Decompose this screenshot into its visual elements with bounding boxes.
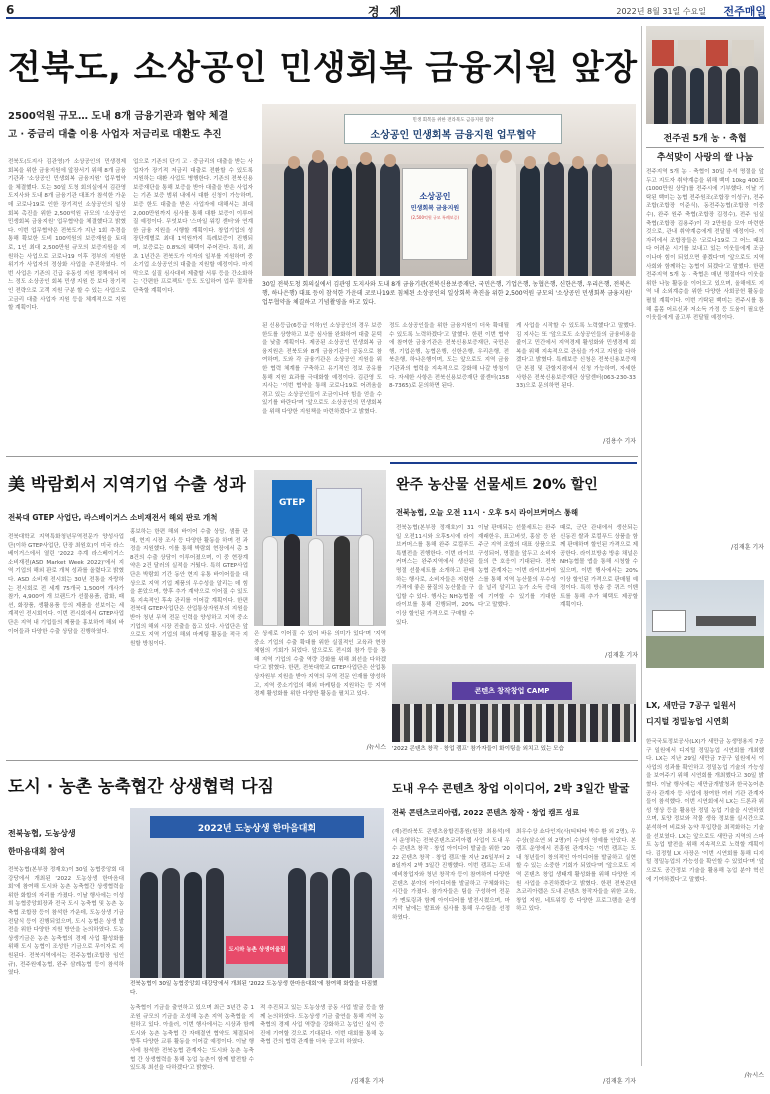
page-number: 6 [6,3,15,17]
article4-column-2: 농축협이 기금을 출연하고 있으며 최근 3년간 총 1조원 규모의 기금을 조성해 농촌 지역 농축협을 지원하고 있다. 아울러, 이번 행사에서는 시상과 함께 도시와 농촌 농축협 간 자매결연 협약도 체결되어 향후 다양한 교류 활동을 이어갈 예정이다. 이날 행사에 참석한 전북농협 관계자는 '도시와 농촌 농축협 간 상생협력을 통해 농업 농촌이 함께 발전할 수 있도록 최선을 다하겠다'고 밝혔다. [130,1005,254,1072]
section-title: 경 제 [367,5,405,19]
sidebar1-subtitle: 추석맞이 사랑의 쌀 나눔 [656,153,754,163]
sidebar2-subheadline: 디지털 정밀농업 시연회 [646,717,729,726]
sidebar2-byline: /뉴시스 [744,1072,764,1079]
article1-photo [262,104,636,276]
sidebar2-body: 한국국토정보공사(LX)가 새만금 농생명용지 7공구 일원에서 디지털 정밀농업 시연회를 개최했다. LX는 지난 29일 새만금 7공구 일원에서 이 사업의 성과를 확인하고 정밀농업 기술의 가능성을 보여주기 위해 시연회를 개최했다고 30일 밝혔다. 이날 행사에는 새만금개발청과 한국농어촌공사 관계자 등 사업에 참여한 여러 기관 관계자들이 참석했다. 이번 시연회에서 LX는 드론과 위성 영상 등을 활용한 정밀 농업 기술을 시연하였으며, 토양 정보와 작물 생육 정보를 실시간으로 분석하여 비료와 농약 투입량을 최적화하는 기술을 선보였다. LX는 앞으로도 새만금 지역의 스마트 농업 발전을 위해 지속적으로 노력할 계획이다. 김정렬 LX 사장은 '이번 시연회를 통해 디지털 정밀농업의 가능성을 확인할 수 있었다'며 '앞으로도 공간정보 기술을 활용해 농업 분야 혁신에 기여하겠다'고 말했다. [646,739,764,883]
section-divider-2 [6,760,638,761]
article4-subheadline-2: 한마음대회 참여 [8,847,65,856]
article2-headline: 美 박람회서 지역기업 수출 성과 [8,475,246,495]
article3-byline: /김재훈 기자 [605,652,638,659]
agreement-banner: 민생 회복을 위한 전라북도 금융지원 협약 소상공인 민생회복 금융지원 업무협약 [344,114,562,144]
article5-subheadline: 전북 콘텐츠코리아랩, 2022 콘텐츠 창작 · 창업 캠프 성료 [392,808,580,817]
sidebar1-title: 전주권 5개 농 · 축협 [646,128,764,148]
article4-column-3: 적 추진되고 있는 도농상생 공동 사업 발굴 등을 함께 논의하였다. 도농상생 기금 출연을 통해 지역 농축협의 경제 사업 역량을 강화하고 농업인 실익 증진에 기여할 것으로 기대된다. 이번 대회를 통해 농축협 간의 협력 관계를 더욱 공고히 하였다. [260,1005,384,1046]
article2-subheadline: 전북대 GTEP 사업단, 라스베이거스 소비재전서 해외 판로 개척 [8,513,218,522]
page-header [6,3,766,19]
gtep-sign: GTEP [272,480,312,536]
article4-photo [130,808,384,978]
article3-column-1: 전북농협(본부장 정재호)이 31일 오전11시와 오후5시에 라이브커머스를 통해 완주 로컬푸드 특별전을 진행한다. 이번 라이브커머스는 완주지역에서 생산된 명절 선물세트를 소개하고 판매하는 행사로, 소비자들은 저렴한 가격에 좋은 품질의 농산물을 구입할 수 있다. 행사는 NH농협몰 라이브를 통해 진행되며, 20%이상 할인된 가격으로 구매할 수 있다. [396,525,474,626]
article2-column-1: 전북대학교 지역특화청년무역전문가 양성사업단(이하 GTEP사업단, 단장 최원호)이 미국 라스베이거스에서 열린 '2022 추계 라스베이거스 소비재전(ASD Market Week 2022)'에서 지역 기업의 해외 판로 개척 성과를 올렸다고 밝혔다. ASD 소비재 전시회는 30년 전통을 자랑하는 전시회로 전 세계 75개국 1,500여 개사가 참가, 4,900여 개 브랜드가 선물용품, 잡화, 패션, 화장품, 생활용품 등의 제품을 선보이는 세계적인 전시회이다. 이번 전시회에서 GTEP사업단은 지역 내 기업들의 제품을 홍보하여 해외 바이어들과 다양한 수출 상담을 진행하였다. [8,534,124,635]
article4-photo-caption: 전북농협이 30일 농협중앙회 대강당에서 개최된 '2022 도농상생 한마음대회'에 참여해 화합을 다짐했다. [130,981,378,996]
sidebar1-photo [646,26,764,124]
article3-column-2: 이날 판매되는 선물세트는 완주 재래한우, 표고버섯, 홍삼 등 완주군 지역 조합의 대표 상품으로 구성되어, 명절을 앞두고 소비자들의 큰 호응이 기대된다. 전북농협 관계자는 '이번 라이브커머스를 통해 지역 농산물의 우수성을 널리 알리고 농가 소득 증대에 기여할 수 있기를 기대한다'고 말했다. [478,525,556,609]
article1-subheadline-1: 2500억원 규모… 도내 8개 금융기관과 협약 체결 [8,111,229,122]
article5-column-2: 최우수상 쇼다인지(사(티타타 박수 환 외 2명), 우수상(삼소연 외 2명)이 수상의 영예를 안았다. 본 캠프 운영에서 진흥원 관계자는 '이번 캠프는 도내 청년들이 창의적인 아이디어를 발굴하고 실현할 수 있는 소중한 기회가 되었다'며 '앞으로도 지역 콘텐츠 창업 생태계 활성화를 위해 다양한 지원 사업을 추진하겠다'고 밝혔다. 한편 전북콘텐츠코리아랩은 도내 콘텐츠 창작자들을 위한 교육, 창업 지원, 네트워킹 등 다양한 프로그램을 운영하고 있다. [516,829,636,913]
article2-column-3: 은 상세로 이어질 수 있어 바유 의미가 있다'며 '지역 중소 기업의 수출 확대를 위한 실질적인 교육과 현장 체험의 기회가 되었다. 앞으로도 전시회 참가 등을 통해 지역 기업의 수출 역량 강화를 위해 최선을 다하겠다'고 밝혔다. 한편, 전북대학교 GTEP사업단은 산업통상자원부 지원을 받아 지역의 무역 전문 인재를 양성하고, 지역 중소기업의 해외 마케팅을 지원하는 등 지역 경제 활성화를 위한 다양한 활동을 펼치고 있다. [254,631,386,698]
sidebar1-byline: /김재훈 기자 [731,544,764,551]
section-divider-1 [6,456,638,457]
camp-banner: 콘텐츠 창작창업 CAMP [452,682,572,700]
article1-column-2: 업으로 기존의 단기 고 · 중금리의 대출을 받는 사업자가 장기적 저금리 대출로 전환할 수 있도록 지원하는 대환 사업도 병행한다. 기존의 전북신용보증재단을 통해 보증을 받아 대출을 받은 사업자는 기존 보증 범위 내에서 대환 신청이 가능하며, 보증 한도 대출을 받은 사업자에 대해서는 최대 2,000만원까지 심사를 통해 대환 보증이 이루어질 예정이다. 무엇보다 '스마일 워킹 센터'와 연계한 금융 지원을 시행할 계획이다. 창업기업의 성장단계별로 최대 1억원까지 특례보증이 진행되며, 보증료는 0.8%의 혜택이 주어진다. 특히, 최초 1년간은 전북도가 이자의 일부를 지원하며 중소기업 소상공인의 대출을 지원할 예정이다. 마지막으로 실질 심사대비 제출할 서류 등을 간소화하는 '간편한 프로젝트' 등도 도입하여 업무 절차를 단축할 계획이다. [133,159,253,294]
article1-column-5: 게 사업을 시작할 수 있도록 노력했다'고 말했다. 김 지사는 또 '앞으로도 소상공인들의 금융비용을 줄이고 민간에서 지역경제 활성화와 민생경제 회복을 위해 지속적으로 관심을 가지고 지원을 다하겠다'고 밝혔다. 특례보증 신청은 전북신용보증재단 본점 및 관할지점에서 신청 가능하며, 자세한 사항은 전북신용보증재단 상담센터(063-230-3333)으로 문의하면 된다. [516,323,636,390]
article4-column-1: 전북농협(본부장 정재호)이 30일 농협중앙회 대강당에서 개최된 '2022 도농상생 한마음대회'에 참여해 도시와 농촌 농축협간 상생협력을 위한 화합의 자리를 가졌다. 이날 행사에는 이성희 농협중앙회장과 전국 도시 농축협 및 농촌 농축협 조합장 등이 참석한 가운데, 도농상생 기금 전달식 등이 진행되었으며, 도시 농협은 상생 발전을 위한 다양한 지원 방안을 논의하였다. 도농상생기금은 농촌 농축협의 경제 사업 활성화를 위해 도시 농협이 조성한 기금으로 무이자로 지원된다. 전북지역에서는 전주농협(조합장 임인규), 전주원예농협, 완주 삼례농협 등이 참석하였다. [8,867,124,977]
article4-subheadline-1: 전북농협, 도농상생 [8,829,76,838]
article5-column-1: (재)전라북도 콘텐츠융합진흥원(원장 최용석)에서 운영하는 전북콘텐츠코리아랩 사업이 도내 우수 콘텐츠 창작 · 창업 아이디어 발굴을 위한 '2022 콘텐츠 창작 · 창업 캠프'를 지난 26일부터 28일까지 2박 3일간 진행했다. 이번 캠프는 도내 예비창업자와 청년 창작자 등이 참여하여 다양한 콘텐츠 분야의 아이디어를 발굴하고 구체화하는 시간을 가졌다. 참가자들은 팀을 구성하여 전문가 멘토링과 함께 아이디어를 발전시켰으며, 마지막 날에는 발표와 심사를 통해 우수팀을 선정하였다. [392,829,510,921]
article5-byline: /김재훈 기자 [603,1078,636,1085]
article1-subheadline-2: 고 · 중금리 대출 이용 사업자 저금리로 대환도 추진 [8,129,222,140]
sidebar1-body: 전주지역 5개 농 · 축협이 30일 추석 명절을 앞두고 지도자 취약계층을 위해 백미 10kg 400포(1000만원 상당)를 전주시에 기부했다. 이날 기탁된 백미는 농협 전주원조(조합장 이성구), 전주 조합(조합장 이준식), 동전주농협(조합장 이중수), 완주 원주 축협(조합장 김정수), 전주 임실축협(조합장 김용주)이 각 2만원을 모아 마련한 것으로, 관내 취약계층에게 전달될 예정이다. 이 자리에서 조합장들은 '코로나19로 그 어느 때보다 어려운 시기를 보내고 있는 이웃들에게 조금이나마 힘이 되었으면 좋겠다'며 '앞으로도 지역사회와 함께하는 농협이 되겠다'고 말했다. 한편 전주지역 5개 농 · 축협은 매년 명절마다 이웃을 위한 나눔 활동을 이어오고 있으며, 올해에도 지역 내 소외계층을 위한 다양한 사회공헌 활동을 펼칠 계획이다. 이번 기탁된 백미는 전주시를 통해 홀몸 어르신과 저소득 가정 등 도움이 필요한 이웃들에게 골고루 전달될 예정이다. [646,169,764,322]
article2-photo [254,470,386,626]
article5-photo-caption: '2022 콘텐츠 창작 · 창업 캠프' 참가자들이 화이팅을 외치고 있는 모습 [392,746,564,752]
article4-byline: /김재훈 기자 [351,1078,384,1085]
article1-photo-caption: 30일 전북도청 회의실에서 김관영 도지사와 도내 8개 금융기관(전북신용보증재단, 국민은행, 기업은행, 농협은행, 신한은행, 우리은행, 전북은행, 하나은행) 대표 등이 참석한 가운데 코로나19로 침체된 소상공인의 일상회복 촉진을 위한 2,500억원 규모의 '소상공인 민생회복 금융지원' 업무협약을 체결하고 기념촬영을 하고 있다. [262,281,633,306]
article1-column-1: 전북도(도지사 김관영)가 소상공인의 민생경제 회복을 위한 금융지원에 앞장서기 위해 8개 금융기관과 '소상공인 민생회복 금융지원' 업무협약을 체결했다. 도는 30일 도청 회의실에서 김관영 도지사와 도내 8개 금융기관 대표가 참석한 가운데 코로나19로 인한 장기적인 소상공인의 일상 회복 촉진을 위한 2,500억원 규모의 '소상공인 민생회복 금융지원' 업무협약을 체결했다고 밝혔다. 이번 업무협약은 전북도가 지난 1회 추경을 통해 확보한 도비 100억원의 보증재원을 토대로, 1인 최대 2,500만원 규모의 보증지원을 지원하는 사업으로 코로나19 이후 정부의 지원한 위기가 사업자의 정상화 사업을 추진하였다. 이번 사업은 기존의 긴급 유동성 지원 정책에서 어느 정도 소상공인 회복 민생 지원 등 보다 장기적인 전략으로 고객 지원 구분 할 수 있는 사업으로 고금리 대출 사업자 지원 등을 체계적으로 지원할 계획이다. [8,159,126,312]
article4-sign: 도시와 농촌 상생어울림 [226,936,288,964]
sidebar2-headline: LX, 새만금 7공구 일원서 [646,701,737,710]
article3-subheadline: 전북농협, 오늘 오전 11시 · 오후 5시 라이브커머스 통해 [396,508,579,517]
article5-headline: 도내 우수 콘텐츠 창업 이이디어, 2박 3일간 발굴 [392,782,630,795]
article1-column-4: 정도 소상공인들을 위한 금융지원이 더욱 확대될 수 있도록 노력하겠다'고 말했다. 한편 이번 협약에 참여한 금융기관은 전북신용보증재단, 국민은행, 기업은행, 농협은행, 신한은행, 우리은행, 전북은행, 하나은행이며, 도는 앞으로도 지역 금융기관과의 협력을 지속적으로 강화해 나갈 방침이다. 자세한 사항은 전북신용보증재단 콜센터(1588-7365)로 문의하면 된다. [389,323,509,390]
article4-banner: 2022년 도농상생 한마음대회 [150,816,364,838]
newspaper-brand: 전주매일 [723,5,766,18]
sidebar-divider [641,26,642,1066]
article2-column-2: 홍보하는 한편 해외 바이어 수출 상담, 샘플 판매, 현지 시장 조사 등 다양한 활동을 하며 전 과정을 지원했다. 이를 통해 박람회 현장에서 총 38건의 수출 상담이 이루어졌으며, 이 중 현장계약은 2건 달러의 실적을 거뒀다. 특히 GTEP사업단은 박람회 기간 동안 현지 유통 바이어들을 대상으로 지역 기업 제품의 우수성을 알리는 데 힘을 쏟았으며, 향후 추가 계약으로 이어질 수 있도록 지속적인 후속 관리를 이어갈 계획이다. 한편 전북대 GTEP사업단은 산업통상자원부의 지원을 받아 청년 무역 전문 인력을 양성하고 지역 중소기업의 해외 시장 진출을 돕고 있다. 사업단은 앞으로도 지역 기업의 해외 마케팅 활동을 적극 지원할 방침이다. [130,529,248,647]
campaign-board: 소상공인 민생회복 금융지원 (2,500억원 규모 특례보증) [402,168,468,260]
sidebar2-photo [646,580,764,668]
article2-byline: /뉴시스 [366,744,386,751]
issue-date: 2022년 8월 31일 수요일 [616,7,706,16]
article4-headline: 도시 · 농촌 농축협간 상생협력 다짐 [8,777,274,797]
article3-top-rule [390,462,637,464]
article1-byline: /김용수 기자 [603,438,636,445]
article3-headline: 완주 농산물 선물세트 20% 할인 [396,477,598,493]
article1-headline: 전북도, 소상공인 민생회복 금융지원 앞장 [8,48,638,88]
article3-column-3: 때로, 군단 관내에서 생산되는 신동진 쌀과 로컬푸드 상품을 함께 판매하며 할인된 가격으로 제공한다. 라이브방송 방송 채널은 NH농협몰 앱을 통해 시청할 수 있으며, 이번 행사에서는 20%이상 할인된 가격으로 판매될 예정이다. 특히 방송 중 퀴즈 이벤트를 통해 추가 혜택도 제공할 계획이다. [560,525,638,609]
article5-photo [392,664,636,742]
article1-column-3: 된 신용등급(6등급 이하)인 소상공인의 경우 보증 한도를 상향하고 보증 심사를 완화하여 대출 문턱을 낮출 계획이다. 제공된 소상공인 민생회복 금융지원은 전북도와 8개 금융기관이 공동으로 참여하며, 도와 각 금융기관은 소상공인 지원을 위한 협력 체계를 구축하고 유기적인 정보 공유를 통해 지원 효과를 극대화할 예정이다. 김관영 도지사는 '이번 협약을 통해 코로나19로 어려움을 겪고 있는 소상공인들이 조금이나마 힘을 얻을 수 있기를 바란다'며 '앞으로도 소상공인의 민생회복을 위해 다양한 지원책을 마련하겠다'고 밝혔다. [262,323,382,415]
